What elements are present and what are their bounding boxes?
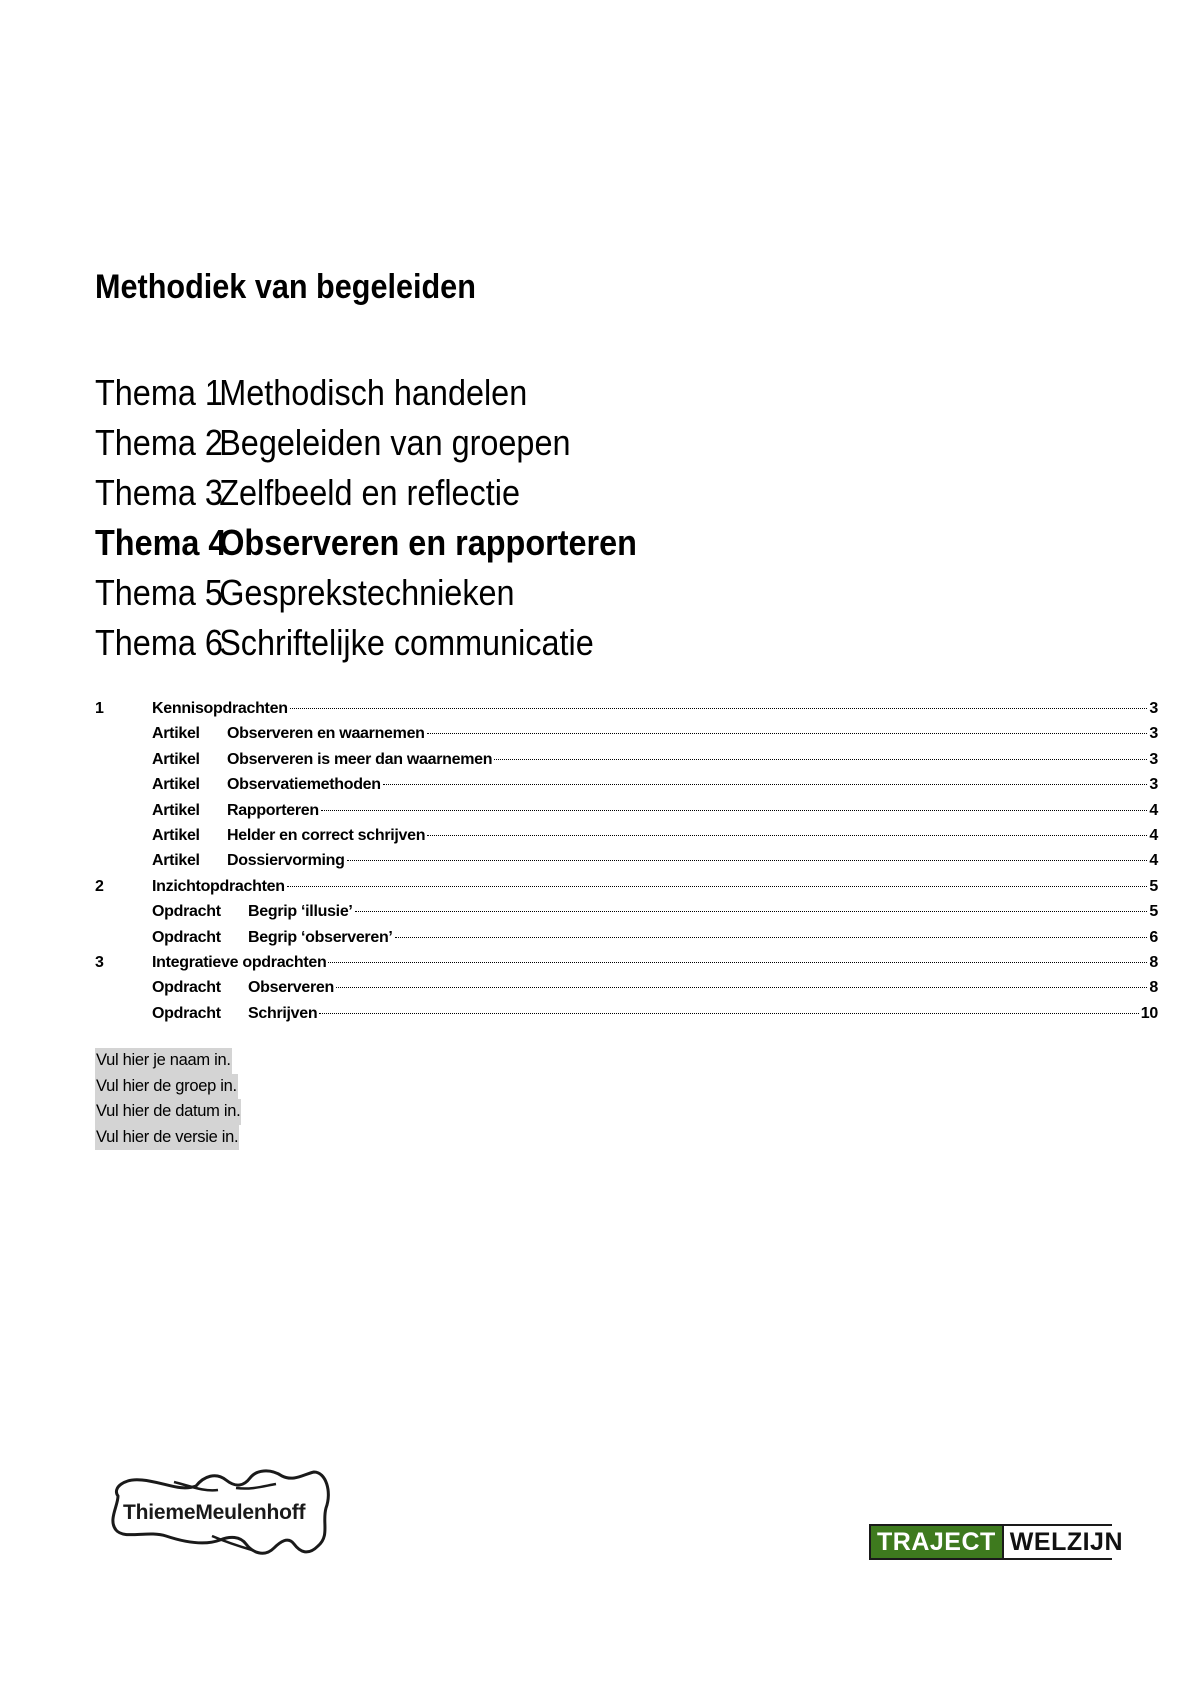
toc-leader-dots: [336, 987, 1147, 988]
toc-leader-dots: [321, 810, 1148, 811]
toc-entry[interactable]: [95, 798, 1158, 823]
toc-entry-text: Observeren is meer dan waarnemen: [227, 750, 493, 768]
toc-entry[interactable]: [95, 721, 1158, 746]
toc-page-number: 6: [1149, 928, 1158, 946]
theme-number: Thema 2: [95, 422, 223, 463]
theme-number: Thema 4: [95, 522, 227, 563]
toc-entry-kind: Artikel: [152, 852, 200, 870]
toc-entry-chapter[interactable]: [95, 696, 1158, 721]
toc-entry-text: Begrip ‘observeren’: [248, 928, 393, 946]
table-of-contents: [95, 696, 1158, 1026]
theme-label: Observeren en rapporteren: [219, 522, 637, 563]
toc-entry-kind: Artikel: [152, 725, 200, 743]
theme-number: Thema 5: [95, 572, 223, 613]
form-fields: [95, 1048, 241, 1150]
toc-entry[interactable]: [95, 925, 1158, 950]
toc-entry[interactable]: [95, 1001, 1158, 1026]
toc-page-number: 10: [1140, 1004, 1158, 1022]
toc-entry-chapter[interactable]: [95, 950, 1158, 975]
toc-page-number: 3: [1149, 750, 1158, 768]
toc-entry-text: Observatiemethoden: [227, 776, 381, 794]
theme-item: [95, 468, 637, 518]
toc-page-number: 5: [1149, 877, 1158, 895]
toc-entry[interactable]: [95, 848, 1158, 873]
toc-page-number: 4: [1149, 852, 1158, 870]
toc-entry-kind: Artikel: [152, 801, 200, 819]
toc-entry-text: Dossiervorming: [227, 852, 345, 870]
toc-leader-dots: [290, 708, 1148, 709]
document-title: Methodiek van begeleiden: [95, 268, 476, 306]
toc-entry-kind: Opdracht: [152, 903, 221, 921]
name-field[interactable]: Vul hier je naam in.: [95, 1048, 232, 1074]
toc-leader-dots: [347, 860, 1148, 861]
toc-entry-kind: Artikel: [152, 750, 200, 768]
theme-number: Thema 6: [95, 622, 223, 663]
toc-leader-dots: [355, 911, 1148, 912]
toc-page-number: 4: [1149, 801, 1158, 819]
toc-entry[interactable]: [95, 823, 1158, 848]
toc-entry[interactable]: [95, 772, 1158, 797]
toc-chapter-number: 3: [95, 953, 104, 971]
theme-label: Zelfbeeld en reflectie: [219, 472, 520, 513]
toc-entry-kind: Opdracht: [152, 1004, 221, 1022]
theme-label: Methodisch handelen: [219, 372, 528, 413]
toc-page-number: 5: [1149, 903, 1158, 921]
toc-entry-text: Rapporteren: [227, 801, 319, 819]
theme-label: Gesprekstechnieken: [219, 572, 515, 613]
toc-entry-text: Helder en correct schrijven: [227, 826, 426, 844]
theme-item: [95, 418, 637, 468]
toc-entry-chapter[interactable]: [95, 874, 1158, 899]
version-field[interactable]: Vul hier de versie in.: [95, 1125, 239, 1151]
theme-item-current: [95, 518, 637, 568]
thiememeulenhoff-logo: [104, 1466, 330, 1558]
toc-page-number: 3: [1149, 725, 1158, 743]
toc-page-number: 8: [1149, 953, 1158, 971]
theme-item: [95, 568, 637, 618]
toc-page-number: 3: [1149, 700, 1158, 717]
toc-entry-text: Observeren en waarnemen: [227, 725, 425, 743]
toc-leader-dots: [427, 733, 1148, 734]
toc-entry-text: Integratieve opdrachten: [152, 953, 327, 971]
series-name-right: WELZIJN: [1002, 1526, 1129, 1558]
toc-entry-kind: Opdracht: [152, 928, 221, 946]
traject-welzijn-logo: [869, 1524, 1124, 1560]
toc-page-number: 4: [1149, 826, 1158, 844]
toc-entry-kind: Artikel: [152, 776, 200, 794]
toc-entry[interactable]: [95, 899, 1158, 924]
theme-item: [95, 618, 637, 668]
toc-entry-text: Kennisopdrachten: [152, 700, 288, 717]
toc-leader-dots: [395, 937, 1148, 938]
toc-entry[interactable]: [95, 975, 1158, 1000]
theme-item: [95, 368, 637, 418]
toc-leader-dots: [494, 759, 1147, 760]
toc-leader-dots: [328, 962, 1147, 963]
toc-entry-text: Begrip ‘illusie’: [248, 903, 353, 921]
theme-number: Thema 1: [95, 372, 223, 413]
toc-page-number: 8: [1149, 979, 1158, 997]
toc-chapter-number: 2: [95, 877, 104, 895]
toc-leader-dots: [427, 835, 1147, 836]
toc-entry-kind: Opdracht: [152, 979, 221, 997]
theme-number: Thema 3: [95, 472, 223, 513]
theme-label: Begeleiden van groepen: [219, 422, 571, 463]
toc-leader-dots: [383, 784, 1148, 785]
toc-entry[interactable]: [95, 747, 1158, 772]
group-field[interactable]: Vul hier de groep in.: [95, 1074, 238, 1100]
toc-chapter-number: 1: [95, 700, 104, 717]
toc-leader-dots: [287, 886, 1148, 887]
series-name-left: TRAJECT: [871, 1526, 1002, 1558]
toc-entry-text: Observeren: [248, 979, 334, 997]
toc-page-number: 3: [1149, 776, 1158, 794]
toc-entry-text: Inzichtopdrachten: [152, 877, 285, 895]
publisher-name: ThiemeMeulenhoff: [123, 1501, 306, 1524]
toc-entry-text: Schrijven: [248, 1004, 318, 1022]
theme-list: [95, 368, 697, 668]
toc-entry-kind: Artikel: [152, 826, 200, 844]
theme-label: Schriftelijke communicatie: [219, 622, 594, 663]
toc-leader-dots: [319, 1013, 1138, 1014]
date-field[interactable]: Vul hier de datum in.: [95, 1099, 241, 1125]
